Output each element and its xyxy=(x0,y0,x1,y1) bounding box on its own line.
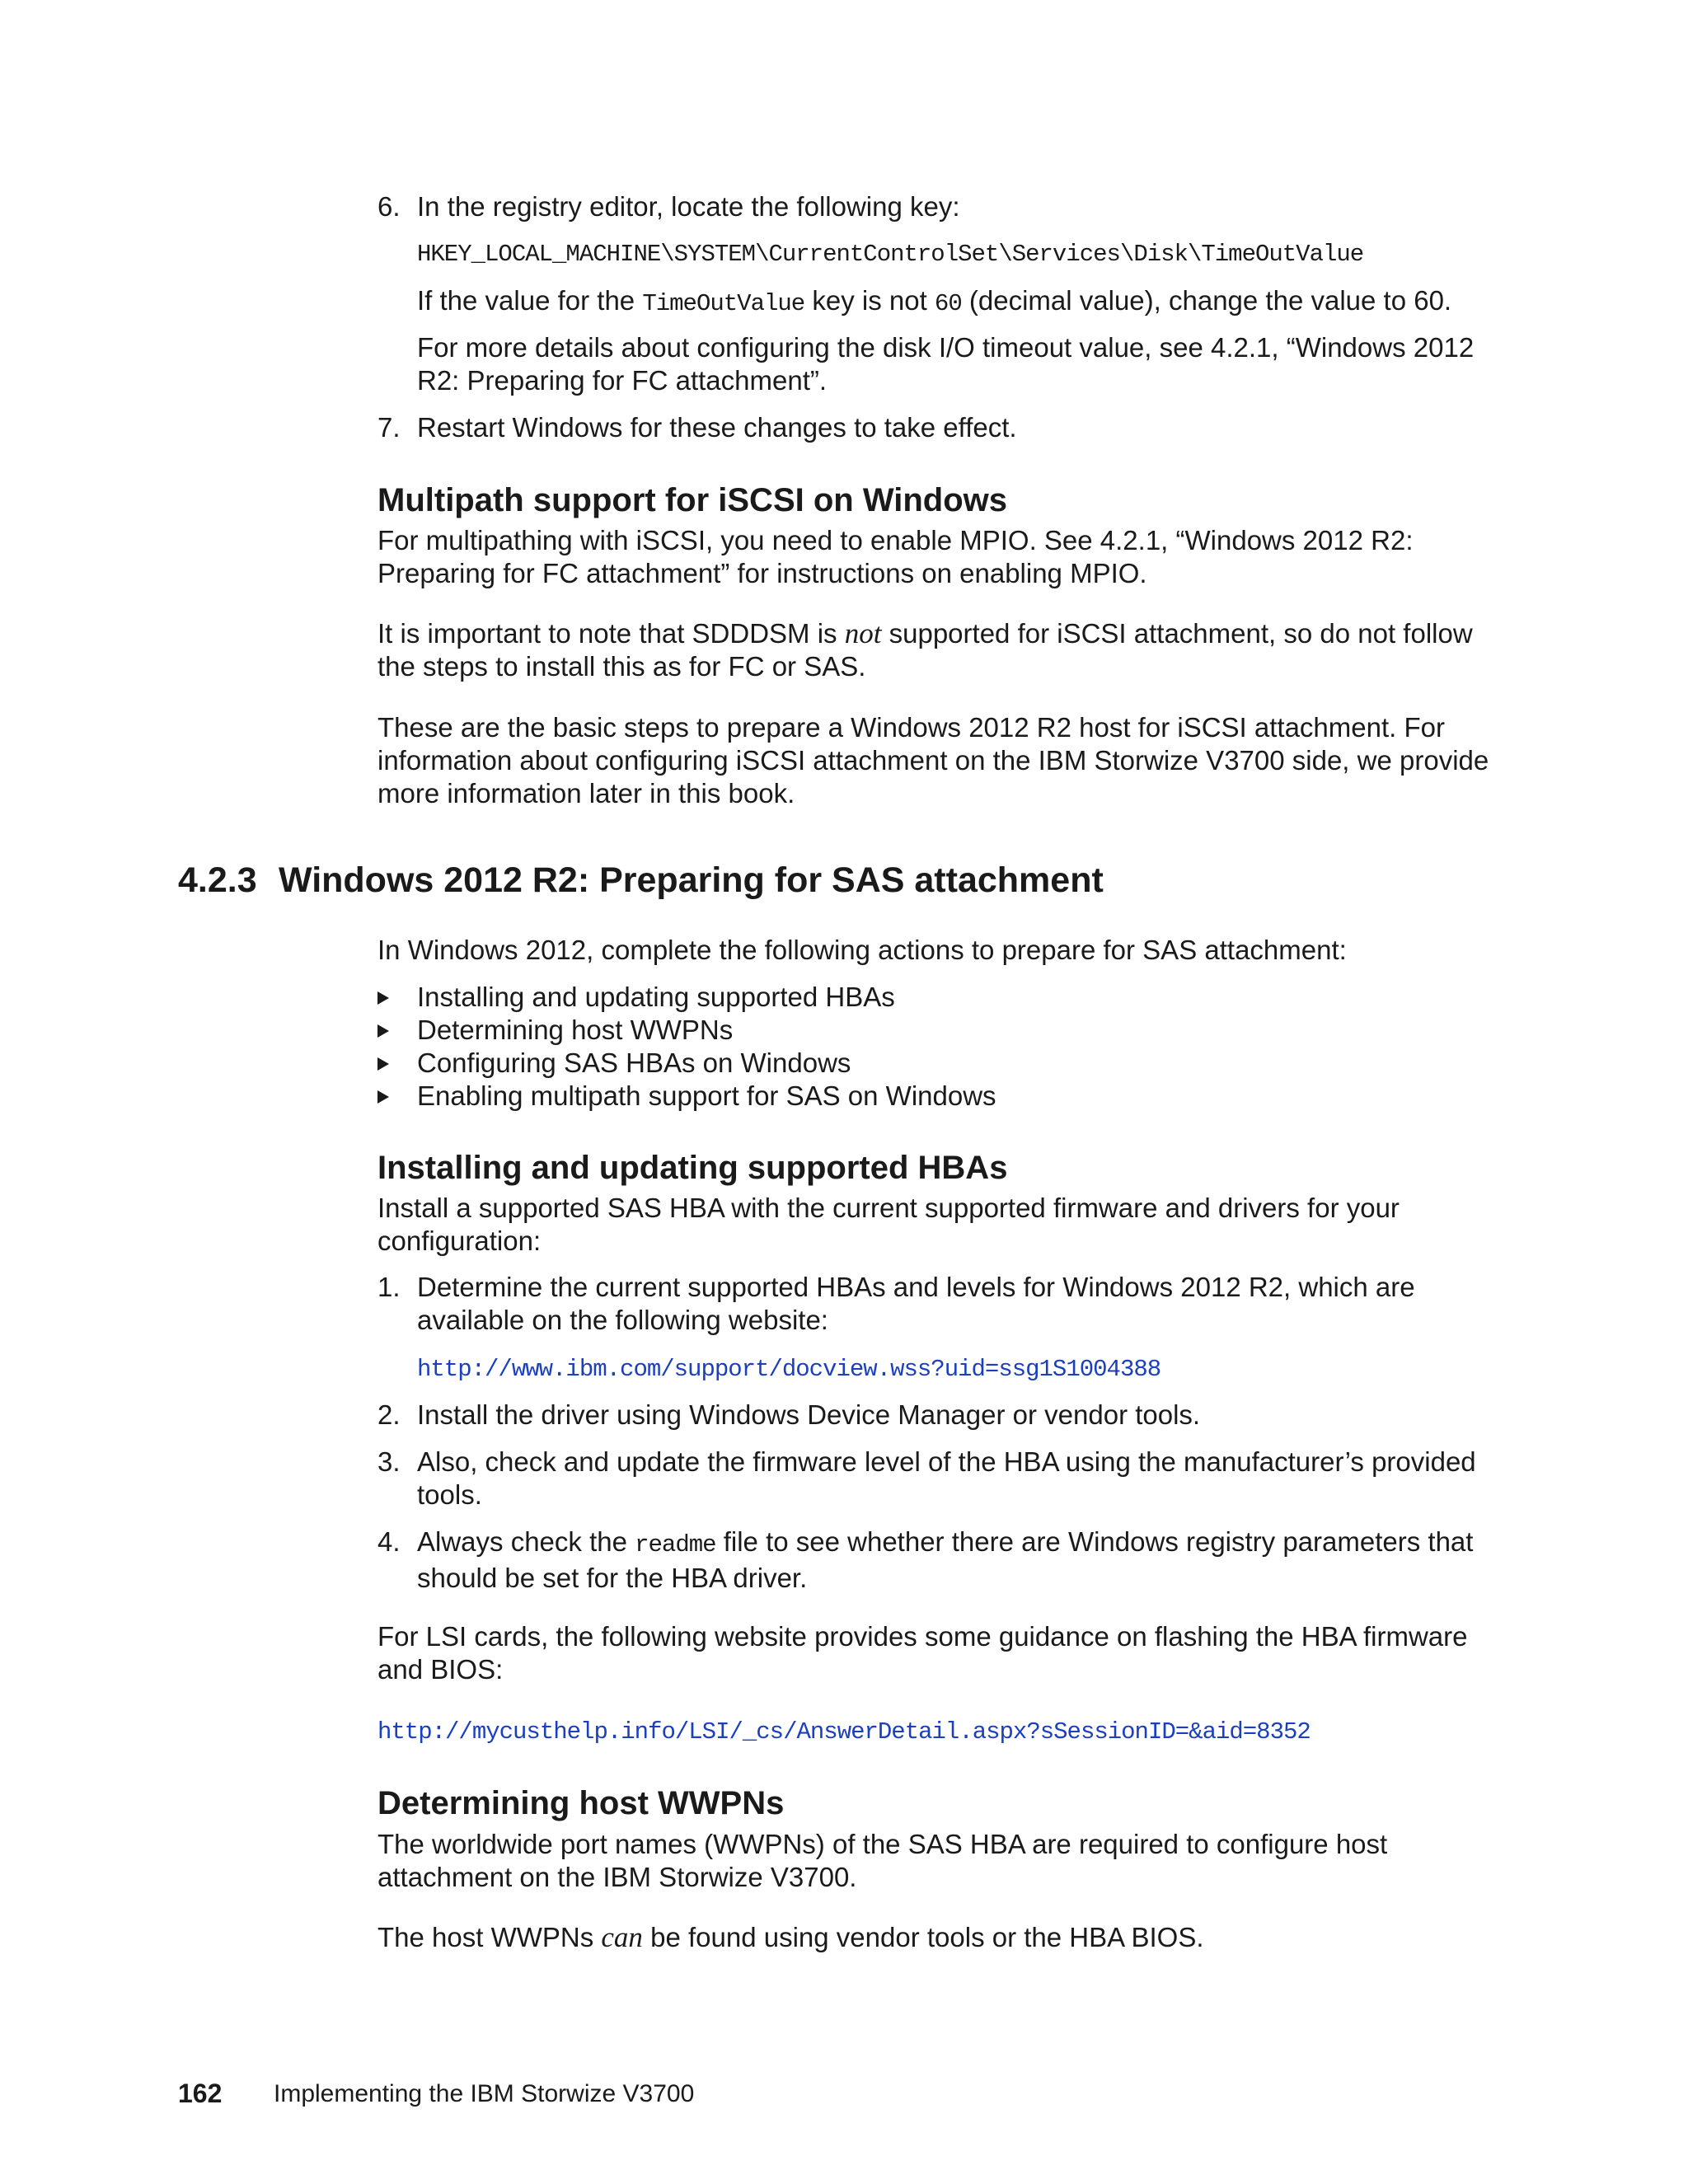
install-hbas-heading: Installing and updating supported HBAs xyxy=(377,1150,1008,1186)
registry-key-path: HKEY_LOCAL_MACHINE\SYSTEM\CurrentControlSet\Services\Disk\TimeOutValue xyxy=(417,241,1364,268)
step-7-text: Restart Windows for these changes to take effect. xyxy=(417,412,1017,443)
timeout-details-paragraph: For more details about configuring the disk I/O timeout value, see 4.2.1, “Windows 2012 R2: Preparing for FC attachment”. xyxy=(417,332,1475,396)
install-step-1-number: 1. xyxy=(377,1272,401,1302)
readme-code: readme xyxy=(635,1531,716,1558)
sixty-code: 60 xyxy=(934,290,962,317)
timeout-value-instruction: If the value for the TimeOutValue key is not 60 (decimal value), change the value to 60. xyxy=(417,285,1452,317)
install-step-4-number: 4. xyxy=(377,1526,401,1557)
multipath-iscsi-heading: Multipath support for iSCSI on Windows xyxy=(377,482,1008,518)
wwpn-paragraph-1: The worldwide port names (WWPNs) of the SAS HBA are required to configure host attachment on the IBM Storwize V3700. xyxy=(377,1829,1388,1892)
install-intro: Install a supported SAS HBA with the current supported firmware and drivers for your configuration: xyxy=(377,1193,1400,1256)
section-heading xyxy=(178,860,1104,901)
lsi-paragraph: For LSI cards, the following website provides some guidance on flashing the HBA firmware and BIOS: xyxy=(377,1621,1468,1685)
multipath-paragraph-3: These are the basic steps to prepare a Windows 2012 R2 host for iSCSI attachment. For information about configuring iSCSI attachment on the IBM Storwize V3700 side, we provide more information later in this book. xyxy=(377,712,1489,808)
step-6-number: 6. xyxy=(377,191,401,222)
install-step-1-text: Determine the current supported HBAs and levels for Windows 2012 R2, which are available on the following website: xyxy=(417,1272,1415,1335)
bullet-triangle-icon xyxy=(377,1090,389,1104)
bullet-triangle-icon xyxy=(377,1057,389,1071)
multipath-paragraph-2: It is important to note that SDDDSM is not supported for iSCSI attachment, so do not follow the steps to install this as for FC or SAS. xyxy=(377,617,1473,682)
install-step-3-text: Also, check and update the firmware level of the HBA using the manufacturer’s provided tools. xyxy=(417,1446,1476,1510)
page-number: 162 xyxy=(178,2079,223,2108)
bullet-triangle-icon xyxy=(377,1024,389,1038)
section-title: Windows 2012 R2: Preparing for SAS attachment xyxy=(279,860,1104,900)
lsi-support-link[interactable]: http://mycusthelp.info/LSI/_cs/AnswerDetail.aspx?sSessionID=&aid=8352 xyxy=(377,1718,1311,1746)
install-step-2-text: Install the driver using Windows Device Manager or vendor tools. xyxy=(417,1399,1201,1430)
ibm-support-link[interactable]: http://www.ibm.com/support/docview.wss?uid=ssg1S1004388 xyxy=(417,1356,1161,1383)
wwpn-heading: Determining host WWPNs xyxy=(377,1785,785,1821)
document-page: 6. In the registry editor, locate the following key: HKEY_LOCAL_MACHINE\SYSTEM\CurrentControlSet\Services\Disk\TimeOutValue If the value for the TimeOutValue key is not 60 (decimal value), change the value to 60. For more details about configuring the disk I/O timeout value, see 4.2.1, “Windows 2012 R2: Preparing for FC attachment”. 7. Restart Windows for these changes to take effect. Multipath support for iSCSI on Windows For multipathing with iSCSI, you need to enable MPIO. See 4.2.1, “Windows 2012 R2: Preparing for FC attachment” for instructions on enabling MPIO. It is important to note that SDDDSM is not supported for iSCSI attachment, so do not follow the steps to install this as for FC or SAS. These are the basic steps to prepare a Windows 2012 R2 host for iSCSI attachment. For information about configuring iSCSI attachment on the IBM Storwize V3700 side, we provide more information later in this book. 4.2.3 Windows 2012 R2: Preparing for SAS attachment In Windows 2012, complete the following actions to prepare for SAS attachment: Installing and updating supported HBAs Determining host WWPNs Configuring SAS HBAs on Windows Enabling multipath support for SAS on Windows Installing and updating supported HBAs Install a supported SAS HBA with the current supported firmware and drivers for your configuration: 1. Determine the current supported HBAs and levels for Windows 2012 R2, which are available on the following website: http://www.ibm.com/support/docview.wss?uid=ssg1S1004388 2. Install the driver using Windows Device Manager or vendor tools. 3. Also, check and update the firmware level of the HBA using the manufacturer’s provided tools. 4. Always check the readme file to see whether there are Windows registry parameters that should be set for the HBA driver. For LSI cards, the following website provides some guidance on flashing the HBA firmware and BIOS: http://mycusthelp.info/LSI/_cs/AnswerDetail.aspx?sSessionID=&aid=8352 Determining host WWPNs The worldwide port names (WWPNs) of the SAS HBA are required to configure host attachment on the IBM Storwize V3700. The host WWPNs can be found using vendor tools or the HBA BIOS. 162 Implementing the IBM Storwize V3700 xyxy=(0,0,1688,2184)
install-step-3-number: 3. xyxy=(377,1446,401,1477)
step-6-text: In the registry editor, locate the following key: xyxy=(417,191,960,222)
section-number: 4.2.3 xyxy=(178,860,257,900)
section-intro: In Windows 2012, complete the following actions to prepare for SAS attachment: xyxy=(377,935,1347,965)
book-title: Implementing the IBM Storwize V3700 xyxy=(274,2080,695,2107)
multipath-paragraph-1: For multipathing with iSCSI, you need to enable MPIO. See 4.2.1, “Windows 2012 R2: Preparing for FC attachment” for instructions on enabling MPIO. xyxy=(377,525,1414,588)
step-7-number: 7. xyxy=(377,412,401,443)
wwpn-paragraph-2: The host WWPNs can be found using vendor tools or the HBA BIOS. xyxy=(377,1921,1204,1953)
emphasis-can: can xyxy=(601,1921,643,1953)
bullet-triangle-icon xyxy=(377,991,389,1005)
emphasis-not: not xyxy=(844,617,882,649)
install-step-2-number: 2. xyxy=(377,1399,401,1430)
timeoutvalue-code: TimeOutValue xyxy=(642,290,805,317)
install-step-4-text: Always check the readme file to see whether there are Windows registry parameters that should be set for the HBA driver. xyxy=(417,1526,1474,1593)
